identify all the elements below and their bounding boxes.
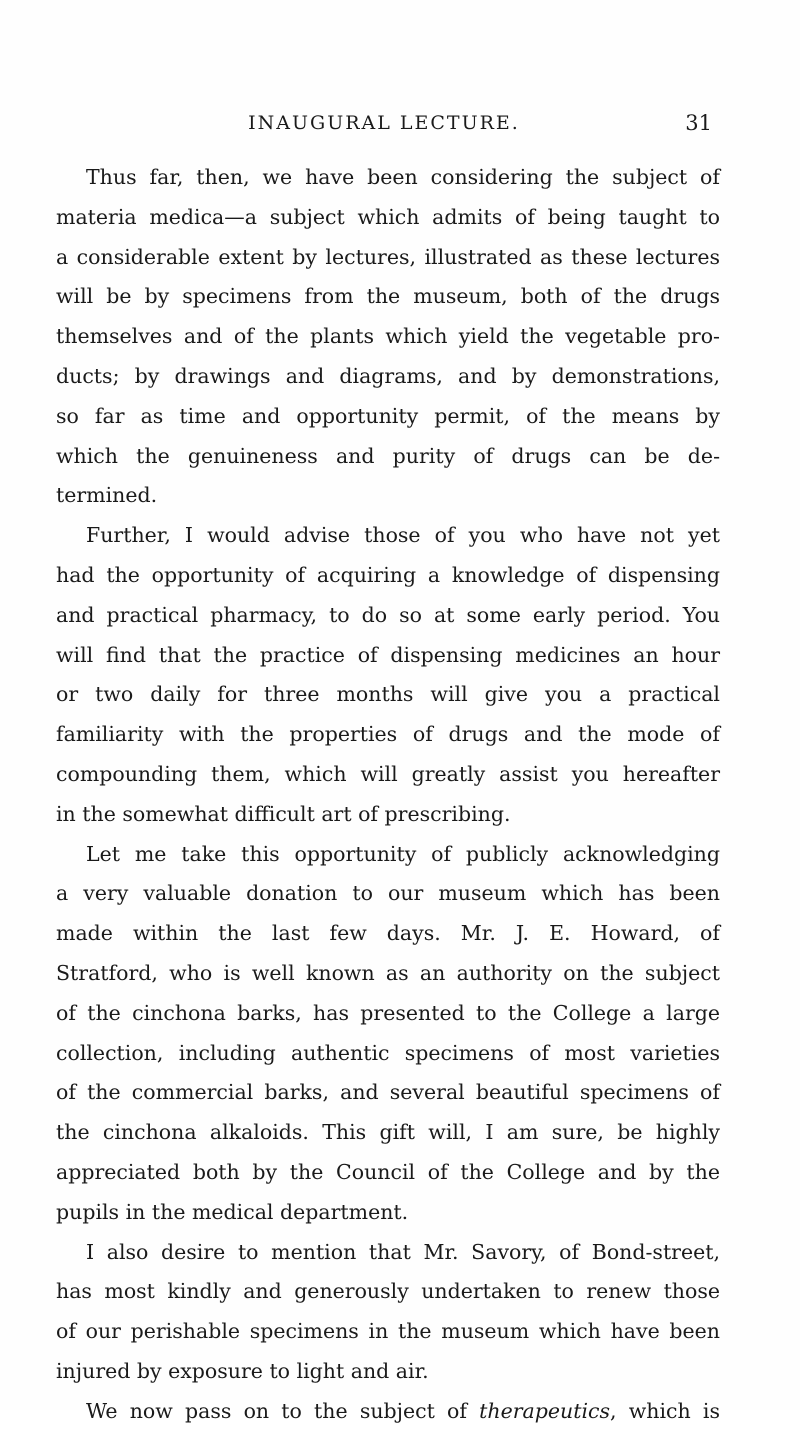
text-line: had the opportunity of acquiring a knowledge of dispensing bbox=[56, 562, 720, 587]
text-line: will find that the practice of dispensing medicines an hour bbox=[56, 642, 720, 667]
page-number: 31 bbox=[685, 111, 712, 135]
text-line: compounding them, which will greatly assist you hereafter bbox=[56, 761, 720, 786]
text-line: pupils in the medical department. bbox=[56, 1199, 409, 1224]
text-line: the cinchona alkaloids. This gift will, I am sure, be highly bbox=[56, 1120, 720, 1145]
text-line: in the somewhat difficult art of prescribing. bbox=[56, 801, 511, 826]
italic-term-therapeutics: therapeutics bbox=[479, 1398, 611, 1423]
text-line: will be by specimens from the museum, both of the drugs bbox=[56, 284, 720, 309]
text-line: a very valuable donation to our museum which has been bbox=[56, 881, 720, 906]
text-line: collection, including authentic specimens of most varieties bbox=[56, 1040, 720, 1065]
body-text bbox=[56, 158, 720, 1432]
text-line: has most kindly and generously undertaken to renew those bbox=[56, 1279, 720, 1304]
text-line: so far as time and opportunity permit, of the means by bbox=[56, 403, 720, 428]
final-line-before: We now pass on to the subject of bbox=[86, 1398, 480, 1423]
text-line: Further, I would advise those of you who have not yet bbox=[86, 523, 720, 548]
text-line: which the genuineness and purity of drugs can be de- bbox=[56, 443, 720, 468]
text-line: and practical pharmacy, to do so at some early period. You bbox=[56, 602, 720, 627]
running-head bbox=[56, 108, 712, 138]
text-line: themselves and of the plants which yield the vegetable pro- bbox=[56, 324, 720, 349]
text-line: appreciated both by the Council of the College and by the bbox=[56, 1159, 720, 1184]
text-line: made within the last few days. Mr. J. E. Howard, of bbox=[56, 921, 720, 946]
final-line-after: , which is bbox=[610, 1398, 720, 1423]
text-line: or two daily for three months will give you a practical bbox=[56, 682, 720, 707]
text-line: Stratford, who is well known as an authority on the subject bbox=[56, 960, 720, 985]
text-line: materia medica—a subject which admits of being taught to bbox=[56, 204, 720, 229]
text-line: of the cinchona barks, has presented to the College a large bbox=[56, 1000, 720, 1025]
text-line: Thus far, then, we have been considering the subject of bbox=[86, 165, 720, 189]
text-line: Let me take this opportunity of publicly acknowledging bbox=[86, 841, 720, 866]
text-line: ducts; by drawings and diagrams, and by demonstrations, bbox=[56, 363, 720, 388]
text-line: injured by exposure to light and air. bbox=[56, 1358, 429, 1383]
text-line: termined. bbox=[56, 483, 158, 508]
text-line-final bbox=[56, 1392, 720, 1432]
text-line: a considerable extent by lectures, illustrated as these lectures bbox=[56, 244, 720, 269]
text-line: familiarity with the properties of drugs and the mode of bbox=[56, 722, 720, 747]
text-line: of the commercial barks, and several beautiful specimens of bbox=[56, 1080, 720, 1105]
text-line: I also desire to mention that Mr. Savory, of Bond-street, bbox=[86, 1239, 720, 1264]
text-line: of our perishable specimens in the museum which have been bbox=[56, 1319, 720, 1344]
running-title: INAUGURAL LECTURE. bbox=[248, 112, 520, 134]
